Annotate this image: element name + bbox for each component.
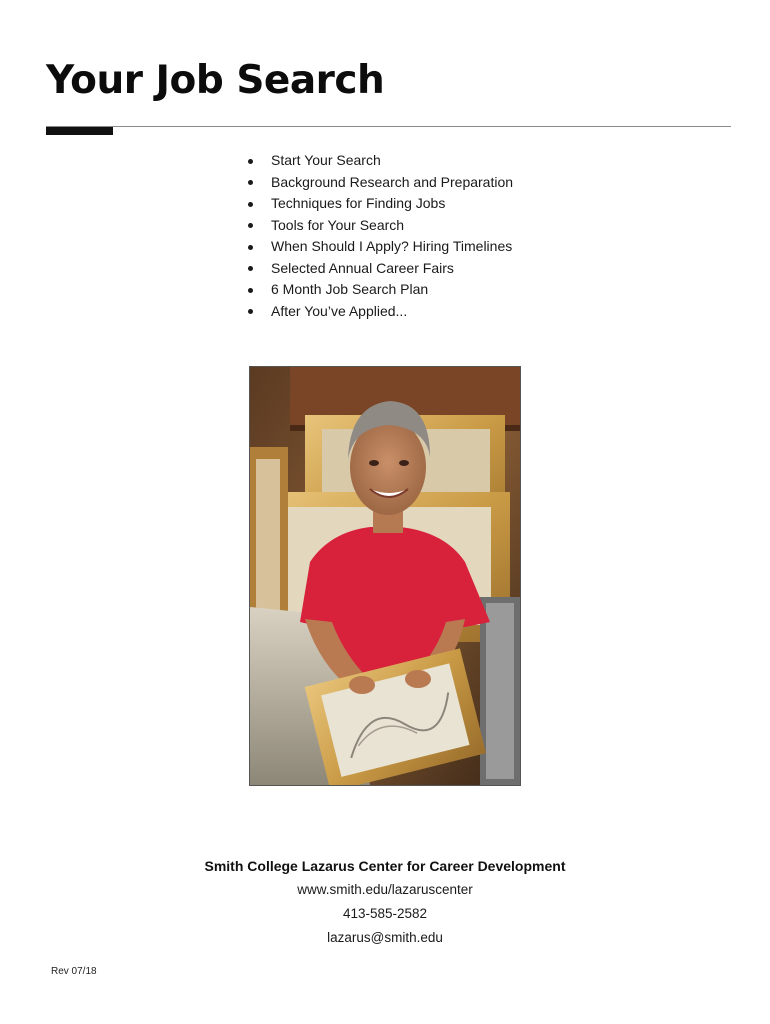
topic-label: 6 Month Job Search Plan [271,281,429,297]
topic-item-background-research [248,172,513,194]
org-name: Smith College Lazarus Center for Career Development [204,858,566,874]
topic-item-hiring-timelines [248,236,513,258]
topic-item-start-search [248,150,513,172]
topic-label: Techniques for Finding Jobs [271,195,446,211]
website-link[interactable]: www.smith.edu/lazaruscenter [297,882,473,897]
contact-block [0,854,770,950]
topic-list [248,150,513,322]
bullet-icon [248,288,253,293]
topic-label: When Should I Apply? Hiring Timelines [271,238,513,254]
bullet-icon [248,223,253,228]
title-accent-bar [46,127,113,135]
page-title: Your Job Search [46,58,385,103]
email-link[interactable]: lazarus@smith.edu [327,930,443,945]
bullet-icon [248,202,253,207]
topic-label: Tools for Your Search [271,216,405,233]
topic-item-techniques [248,193,513,215]
bullet-icon [248,180,253,185]
topic-item-career-fairs [248,258,513,280]
bullet-icon [248,266,253,271]
topic-label: After You’ve Applied... [271,302,408,319]
topic-item-after-applied [248,301,513,323]
topic-label: Start Your Search [271,152,381,168]
phone-number: 413-585-2582 [342,906,428,921]
cover-photo [249,366,521,786]
topic-label: Background Research and Preparation [271,173,514,190]
topic-label: Selected Annual Career Fairs [271,259,454,276]
topic-item-tools [248,215,513,237]
revision-label: Rev 07/18 [51,966,97,977]
topic-item-six-month-plan [248,279,513,301]
bullet-icon [248,245,253,250]
title-divider [46,126,731,127]
bullet-icon [248,309,253,314]
bullet-icon [248,159,253,164]
